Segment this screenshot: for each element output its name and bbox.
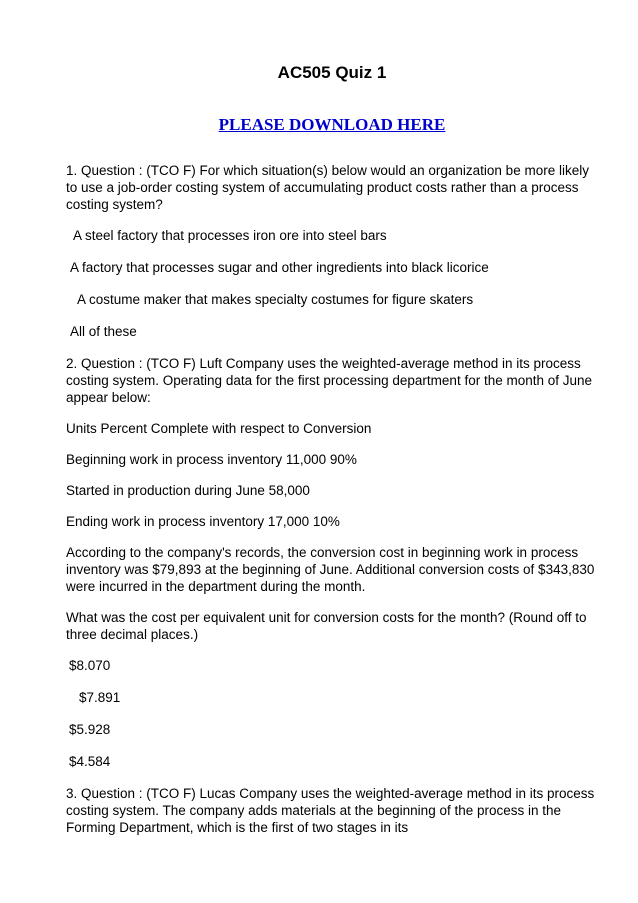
page-title: AC505 Quiz 1	[277, 63, 387, 82]
question-2-option-c: $5.928	[69, 722, 111, 737]
question-1-text: 1. Question : (TCO F) For which situation(s) below would an organization be more likely to use a job-order costing system of accumulating product costs rather than a process costing system?	[66, 163, 589, 212]
question-2-context: According to the company's records, the conversion cost in beginning work in process inventory was $79,893 at the beginning of June. Additional conversion costs of $343,830 were incurred in the department during the month.	[66, 545, 595, 594]
document-body	[66, 162, 600, 850]
question-2-data-line: Beginning work in process inventory 11,000 90%	[66, 452, 357, 467]
question-1-option-c: A costume maker that makes specialty costumes for figure skaters	[77, 292, 474, 307]
question-1-option-d: All of these	[70, 324, 137, 339]
question-1-option-b: A factory that processes sugar and other ingredients into black licorice	[70, 260, 489, 275]
question-2-option-d: $4.584	[69, 754, 111, 769]
download-link[interactable]: PLEASE DOWNLOAD HERE	[218, 115, 446, 134]
question-2-prompt: What was the cost per equivalent unit for conversion costs for the month? (Round off to three decimal places.)	[66, 610, 587, 642]
question-2-data-line: Started in production during June 58,000	[66, 483, 310, 498]
question-1-option-a: A steel factory that processes iron ore into steel bars	[73, 228, 387, 243]
question-3-text: 3. Question : (TCO F) Lucas Company uses the weighted-average method in its process costing system. The company adds materials at the beginning of the process in the Forming Department, which is the first of two stages in its	[66, 786, 595, 835]
question-2-text: 2. Question : (TCO F) Luft Company uses the weighted-average method in its process costing system. Operating data for the first processing department for the month of June appear below:	[66, 356, 593, 405]
question-2-data-line: Ending work in process inventory 17,000 10%	[66, 514, 340, 529]
question-2-data-line: Units Percent Complete with respect to Conversion	[66, 421, 372, 436]
question-2-option-b: $7.891	[79, 690, 121, 705]
question-2-option-a: $8.070	[69, 658, 111, 673]
